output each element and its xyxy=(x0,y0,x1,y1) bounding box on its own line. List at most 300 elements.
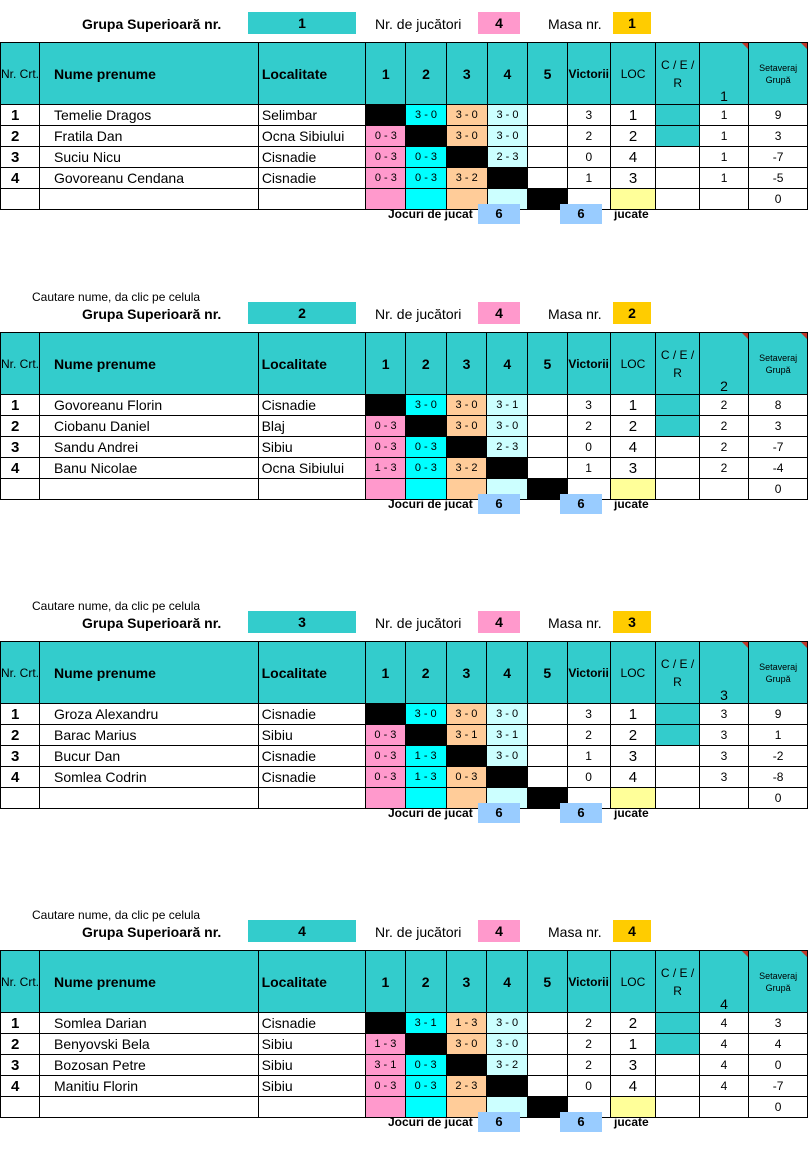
table-number[interactable]: 2 xyxy=(613,302,651,324)
group-number[interactable]: 2 xyxy=(248,302,356,324)
score-cell[interactable]: 0 - 3 xyxy=(446,767,487,788)
player-name[interactable]: Somlea Darian xyxy=(40,1013,259,1034)
header-name: Nume prenume xyxy=(40,43,259,105)
player-localitate: Cisnadie xyxy=(258,704,365,725)
score-cell[interactable]: 3 - 0 xyxy=(487,126,528,147)
score-cell[interactable]: 0 - 3 xyxy=(366,126,406,147)
setaveraj-cell: 0 xyxy=(749,1097,808,1118)
score-cell[interactable]: 2 - 3 xyxy=(487,147,528,168)
score-cell[interactable]: 1 - 3 xyxy=(405,767,446,788)
header-victorii: Victorii xyxy=(567,333,610,395)
player-name[interactable]: Manitiu Florin xyxy=(40,1076,259,1097)
score-cell[interactable] xyxy=(487,458,528,479)
score-cell[interactable] xyxy=(528,1034,568,1055)
group-number-cell: 4 xyxy=(699,1034,748,1055)
group-number-cell: 2 xyxy=(699,437,748,458)
header-col-3: 3 xyxy=(446,642,487,704)
player-name[interactable]: Sandu Andrei xyxy=(40,437,259,458)
player-name[interactable]: Somlea Codrin xyxy=(40,767,259,788)
score-cell[interactable]: 0 - 3 xyxy=(366,416,406,437)
player-localitate: Cisnadie xyxy=(258,395,366,416)
score-cell[interactable]: 3 - 0 xyxy=(446,416,487,437)
score-cell[interactable]: 3 - 0 xyxy=(487,1034,528,1055)
place-cell: 4 xyxy=(610,147,656,168)
games-to-play-label: Jocuri de jucat xyxy=(388,497,473,511)
group-number-cell: 1 xyxy=(699,168,748,189)
place-cell: 2 xyxy=(610,1013,656,1034)
cer-cell[interactable] xyxy=(656,416,699,437)
players-label: Nr. de jucători xyxy=(375,306,462,322)
games-played-label: jucate xyxy=(614,1115,649,1129)
score-cell[interactable] xyxy=(487,767,528,788)
place-cell: 1 xyxy=(610,105,656,126)
header-col-2: 2 xyxy=(405,333,446,395)
score-cell[interactable] xyxy=(446,437,487,458)
header-setaveraj: Setaveraj Grupă xyxy=(749,642,808,704)
group-table xyxy=(0,950,808,1118)
setaveraj-cell: 3 xyxy=(749,416,808,437)
player-localitate: Sibiu xyxy=(258,1076,365,1097)
table-header-row xyxy=(1,333,808,395)
score-cell[interactable]: 3 - 1 xyxy=(487,395,528,416)
header-nr: Nr. Crt. xyxy=(1,333,40,395)
score-cell[interactable] xyxy=(366,395,406,416)
setaveraj-cell: 0 xyxy=(749,1055,808,1076)
setaveraj-cell: -8 xyxy=(749,767,808,788)
victories-cell: 2 xyxy=(567,416,610,437)
table-row xyxy=(1,1076,808,1097)
victories-cell: 0 xyxy=(567,437,610,458)
header-col-2: 2 xyxy=(405,951,446,1013)
group-label: Grupa Superioară nr. xyxy=(82,306,222,322)
cer-cell[interactable] xyxy=(656,395,699,416)
header-col-5: 5 xyxy=(528,43,568,105)
row-number: 4 xyxy=(1,168,40,189)
score-cell[interactable]: 0 - 3 xyxy=(366,746,406,767)
group-number-cell: 1 xyxy=(699,126,748,147)
score-cell[interactable]: 0 - 3 xyxy=(405,437,446,458)
score-cell[interactable]: 3 - 0 xyxy=(487,105,528,126)
score-cell[interactable]: 3 - 0 xyxy=(446,126,487,147)
player-name[interactable]: Barac Marius xyxy=(40,725,259,746)
group-table xyxy=(0,42,808,210)
score-cell[interactable] xyxy=(366,1013,406,1034)
score-cell[interactable]: 0 - 3 xyxy=(406,168,447,189)
setaveraj-cell: 1 xyxy=(749,725,808,746)
score-cell[interactable]: 1 - 3 xyxy=(405,746,446,767)
setaveraj-cell: 8 xyxy=(749,395,808,416)
score-cell[interactable] xyxy=(528,395,568,416)
players-count[interactable]: 4 xyxy=(478,302,520,324)
games-to-play-count: 6 xyxy=(478,204,520,224)
score-cell[interactable]: 3 - 1 xyxy=(405,1013,446,1034)
table-row xyxy=(1,416,808,437)
score-cell[interactable] xyxy=(528,437,568,458)
place-cell: 1 xyxy=(610,1034,656,1055)
score-cell[interactable] xyxy=(528,105,568,126)
score-cell[interactable]: 0 - 3 xyxy=(366,168,406,189)
victories-cell: 0 xyxy=(567,767,610,788)
cer-cell[interactable] xyxy=(656,767,700,788)
score-cell[interactable] xyxy=(446,1055,487,1076)
victories-cell: 2 xyxy=(567,1013,610,1034)
players-label: Nr. de jucători xyxy=(375,16,462,32)
header-col-2: 2 xyxy=(406,43,447,105)
row-number: 3 xyxy=(1,1055,40,1076)
cer-cell[interactable] xyxy=(656,168,699,189)
score-cell[interactable]: 3 - 2 xyxy=(446,458,487,479)
row-number: 4 xyxy=(1,767,40,788)
score-cell[interactable] xyxy=(446,746,487,767)
place-cell: 1 xyxy=(610,395,656,416)
row-number: 4 xyxy=(1,1076,40,1097)
cer-cell[interactable] xyxy=(656,725,700,746)
score-cell[interactable]: 0 - 3 xyxy=(405,1076,446,1097)
setaveraj-cell: 0 xyxy=(749,479,808,500)
search-hint: Cautare nume, da clic pe celula xyxy=(32,599,201,613)
score-cell[interactable]: 3 - 1 xyxy=(487,725,528,746)
score-cell[interactable]: 3 - 0 xyxy=(406,105,447,126)
score-cell[interactable]: 3 - 1 xyxy=(366,1055,406,1076)
victories-cell: 2 xyxy=(567,1034,610,1055)
score-cell[interactable]: 0 - 3 xyxy=(406,147,447,168)
score-cell[interactable] xyxy=(366,105,406,126)
group-number[interactable]: 4 xyxy=(248,920,356,942)
score-cell[interactable]: 0 - 3 xyxy=(366,437,406,458)
group-number-cell: 4 xyxy=(699,1055,748,1076)
row-number: 2 xyxy=(1,416,40,437)
score-cell[interactable]: 3 - 0 xyxy=(405,704,446,725)
header-nr: Nr. Crt. xyxy=(1,43,40,105)
group-section xyxy=(0,599,808,829)
header-cer: C / E / R xyxy=(656,43,699,105)
group-number[interactable]: 1 xyxy=(248,12,356,34)
player-name[interactable]: Bozosan Petre xyxy=(40,1055,259,1076)
score-cell[interactable] xyxy=(528,458,568,479)
cer-cell[interactable] xyxy=(656,126,699,147)
score-cell[interactable]: 3 - 0 xyxy=(487,416,528,437)
group-number-cell: 3 xyxy=(699,767,748,788)
player-localitate: Cisnadie xyxy=(258,746,365,767)
games-to-play-label: Jocuri de jucat xyxy=(388,806,473,820)
players-label: Nr. de jucători xyxy=(375,615,462,631)
score-cell[interactable] xyxy=(528,416,568,437)
score-cell[interactable]: 2 - 3 xyxy=(487,437,528,458)
group-number-cell: 2 xyxy=(699,416,748,437)
header-col-5: 5 xyxy=(528,333,568,395)
table-row xyxy=(1,395,808,416)
setaveraj-cell: 0 xyxy=(749,189,808,210)
header-cer: C / E / R xyxy=(656,951,700,1013)
player-localitate: Ocna Sibiului xyxy=(258,458,366,479)
header-col-4: 4 xyxy=(487,43,528,105)
place-cell: 3 xyxy=(610,1055,656,1076)
score-cell[interactable] xyxy=(405,416,446,437)
score-cell[interactable]: 3 - 0 xyxy=(446,395,487,416)
score-cell[interactable] xyxy=(487,1076,528,1097)
score-cell[interactable]: 3 - 1 xyxy=(446,725,487,746)
header-victorii: Victorii xyxy=(567,642,610,704)
cer-cell[interactable] xyxy=(656,1076,700,1097)
score-cell[interactable] xyxy=(366,704,406,725)
victories-cell: 0 xyxy=(567,1076,610,1097)
table-row xyxy=(1,458,808,479)
players-count[interactable]: 4 xyxy=(478,12,520,34)
player-name[interactable]: Govoreanu Cendana xyxy=(40,168,259,189)
group-number[interactable]: 3 xyxy=(248,611,356,633)
score-cell[interactable]: 3 - 2 xyxy=(487,1055,528,1076)
place-cell: 2 xyxy=(610,126,656,147)
table-number[interactable]: 3 xyxy=(613,611,651,633)
row-number: 1 xyxy=(1,395,40,416)
table-row xyxy=(1,1034,808,1055)
score-cell[interactable]: 0 - 3 xyxy=(366,767,406,788)
header-col-4: 4 xyxy=(487,951,528,1013)
place-cell: 2 xyxy=(610,725,656,746)
group-number-cell: 4 xyxy=(699,1013,748,1034)
victories-cell: 3 xyxy=(567,105,610,126)
score-cell[interactable] xyxy=(528,746,568,767)
score-cell[interactable] xyxy=(487,168,528,189)
games-footer xyxy=(0,204,808,224)
place-cell: 3 xyxy=(610,458,656,479)
games-to-play-label: Jocuri de jucat xyxy=(388,207,473,221)
score-cell[interactable]: 3 - 0 xyxy=(405,395,446,416)
score-cell[interactable]: 3 - 0 xyxy=(446,704,487,725)
cer-cell[interactable] xyxy=(656,147,699,168)
player-localitate: Sibiu xyxy=(258,1055,365,1076)
row-number: 4 xyxy=(1,458,40,479)
table-row xyxy=(1,126,808,147)
header-victorii: Victorii xyxy=(567,43,610,105)
header-cer: C / E / R xyxy=(656,333,699,395)
victories-cell: 2 xyxy=(567,1055,610,1076)
header-loc: LOC xyxy=(610,333,656,395)
games-to-play-count: 6 xyxy=(478,803,520,823)
player-name[interactable]: Fratila Dan xyxy=(40,126,259,147)
score-cell[interactable] xyxy=(528,725,568,746)
cer-cell[interactable] xyxy=(656,1013,700,1034)
group-number-cell: 1 xyxy=(699,105,748,126)
group-section xyxy=(0,908,808,1138)
setaveraj-cell: -7 xyxy=(749,437,808,458)
score-cell[interactable]: 3 - 0 xyxy=(487,704,528,725)
player-name[interactable]: Govoreanu Florin xyxy=(40,395,259,416)
place-cell: 1 xyxy=(610,704,656,725)
row-number: 2 xyxy=(1,725,40,746)
player-localitate: Cisnadie xyxy=(258,767,365,788)
row-number: 2 xyxy=(1,1034,40,1055)
player-name[interactable]: Temelie Dragos xyxy=(40,105,259,126)
score-cell[interactable]: 0 - 3 xyxy=(366,725,406,746)
header-col-1: 1 xyxy=(366,951,406,1013)
place-cell: 4 xyxy=(610,437,656,458)
table-row xyxy=(1,704,808,725)
group-section xyxy=(0,0,808,230)
games-played-label: jucate xyxy=(614,497,649,511)
games-footer xyxy=(0,494,808,514)
score-cell[interactable]: 3 - 0 xyxy=(446,105,487,126)
header-col-5: 5 xyxy=(528,642,568,704)
table-label: Masa nr. xyxy=(548,306,602,322)
header-setaveraj: Setaveraj Grupă xyxy=(749,951,808,1013)
table-header-row xyxy=(1,951,808,1013)
victories-cell: 0 xyxy=(567,147,610,168)
score-cell[interactable] xyxy=(528,168,568,189)
score-cell[interactable] xyxy=(405,725,446,746)
cer-cell[interactable] xyxy=(656,105,699,126)
table-row xyxy=(1,147,808,168)
table-header-row xyxy=(1,43,808,105)
group-label: Grupa Superioară nr. xyxy=(82,615,222,631)
player-name[interactable]: Banu Nicolae xyxy=(40,458,259,479)
row-number: 3 xyxy=(1,437,40,458)
header-group-number: 3 xyxy=(699,642,748,704)
header-col-3: 3 xyxy=(446,43,487,105)
setaveraj-cell: -4 xyxy=(749,458,808,479)
header-loc: LOC xyxy=(610,951,656,1013)
setaveraj-cell: 0 xyxy=(749,788,808,809)
place-cell: 3 xyxy=(610,746,656,767)
score-cell[interactable] xyxy=(528,1055,568,1076)
group-number-cell: 3 xyxy=(699,746,748,767)
search-hint: Cautare nume, da clic pe celula xyxy=(32,290,201,304)
games-to-play-count: 6 xyxy=(478,1112,520,1132)
games-played-count: 6 xyxy=(560,204,602,224)
score-cell[interactable] xyxy=(528,1076,568,1097)
player-localitate: Cisnadie xyxy=(258,168,366,189)
header-col-2: 2 xyxy=(405,642,446,704)
table-row xyxy=(1,767,808,788)
group-number-cell: 3 xyxy=(699,725,748,746)
header-loc: LOC xyxy=(610,642,656,704)
row-number: 1 xyxy=(1,105,40,126)
score-cell[interactable]: 1 - 3 xyxy=(366,1034,406,1055)
player-localitate: Sibiu xyxy=(258,437,366,458)
cer-cell[interactable] xyxy=(656,704,700,725)
header-cer: C / E / R xyxy=(656,642,700,704)
table-label: Masa nr. xyxy=(548,615,602,631)
players-count[interactable]: 4 xyxy=(478,920,520,942)
player-name[interactable]: Suciu Nicu xyxy=(40,147,259,168)
victories-cell: 3 xyxy=(567,395,610,416)
score-cell[interactable] xyxy=(446,147,487,168)
player-name[interactable]: Groza Alexandru xyxy=(40,704,259,725)
setaveraj-cell: 9 xyxy=(749,105,808,126)
setaveraj-cell: -2 xyxy=(749,746,808,767)
player-name[interactable]: Bucur Dan xyxy=(40,746,259,767)
setaveraj-cell: 4 xyxy=(749,1034,808,1055)
score-cell[interactable] xyxy=(405,1034,446,1055)
header-loc: LOC xyxy=(610,43,656,105)
header-name: Nume prenume xyxy=(40,642,259,704)
group-number-cell: 4 xyxy=(699,1076,748,1097)
search-hint: Cautare nume, da clic pe celula xyxy=(32,908,201,922)
score-cell[interactable]: 3 - 2 xyxy=(446,168,487,189)
score-cell[interactable]: 1 - 3 xyxy=(446,1013,487,1034)
place-cell: 4 xyxy=(610,767,656,788)
table-row xyxy=(1,1055,808,1076)
score-cell[interactable] xyxy=(406,126,447,147)
table-row xyxy=(1,105,808,126)
table-row xyxy=(1,746,808,767)
header-name: Nume prenume xyxy=(40,333,259,395)
group-table xyxy=(0,332,808,500)
score-cell[interactable]: 0 - 3 xyxy=(366,147,406,168)
row-number: 2 xyxy=(1,126,40,147)
header-nr: Nr. Crt. xyxy=(1,642,40,704)
score-cell[interactable]: 1 - 3 xyxy=(366,458,406,479)
group-header xyxy=(0,302,808,324)
cer-cell[interactable] xyxy=(656,1034,700,1055)
players-count[interactable]: 4 xyxy=(478,611,520,633)
score-cell[interactable] xyxy=(528,767,568,788)
score-cell[interactable]: 3 - 0 xyxy=(487,746,528,767)
table-number[interactable]: 1 xyxy=(613,12,651,34)
players-label: Nr. de jucători xyxy=(375,924,462,940)
victories-cell: 1 xyxy=(567,458,610,479)
setaveraj-cell: -7 xyxy=(749,1076,808,1097)
score-cell[interactable]: 0 - 3 xyxy=(366,1076,406,1097)
header-col-1: 1 xyxy=(366,333,406,395)
cer-cell[interactable] xyxy=(656,1055,700,1076)
player-localitate: Sibiu xyxy=(258,725,365,746)
place-cell: 3 xyxy=(610,168,656,189)
player-localitate: Blaj xyxy=(258,416,366,437)
group-header xyxy=(0,920,808,942)
group-number-cell: 1 xyxy=(699,147,748,168)
score-cell[interactable]: 0 - 3 xyxy=(405,458,446,479)
games-to-play-label: Jocuri de jucat xyxy=(388,1115,473,1129)
games-footer xyxy=(0,803,808,823)
header-localitate: Localitate xyxy=(258,642,365,704)
table-number[interactable]: 4 xyxy=(613,920,651,942)
header-col-5: 5 xyxy=(528,951,568,1013)
cer-cell[interactable] xyxy=(656,746,700,767)
score-cell[interactable] xyxy=(528,1013,568,1034)
victories-cell: 1 xyxy=(567,746,610,767)
setaveraj-cell: -7 xyxy=(749,147,808,168)
header-group-number: 1 xyxy=(699,43,748,105)
score-cell[interactable]: 2 - 3 xyxy=(446,1076,487,1097)
games-to-play-count: 6 xyxy=(478,494,520,514)
victories-cell: 1 xyxy=(567,168,610,189)
header-col-4: 4 xyxy=(487,333,528,395)
row-number: 1 xyxy=(1,704,40,725)
table-row xyxy=(1,1013,808,1034)
player-localitate: Cisnadie xyxy=(258,147,366,168)
group-header xyxy=(0,12,808,34)
score-cell[interactable] xyxy=(528,704,568,725)
player-name[interactable]: Ciobanu Daniel xyxy=(40,416,259,437)
score-cell[interactable] xyxy=(528,126,568,147)
cer-cell[interactable] xyxy=(656,458,699,479)
player-name[interactable]: Benyovski Bela xyxy=(40,1034,259,1055)
group-label: Grupa Superioară nr. xyxy=(82,924,222,940)
cer-cell[interactable] xyxy=(656,437,699,458)
score-cell[interactable] xyxy=(528,147,568,168)
victories-cell: 2 xyxy=(567,725,610,746)
header-col-4: 4 xyxy=(487,642,528,704)
group-number-cell: 2 xyxy=(699,395,748,416)
table-label: Masa nr. xyxy=(548,16,602,32)
games-played-label: jucate xyxy=(614,806,649,820)
header-col-1: 1 xyxy=(366,43,406,105)
score-cell[interactable]: 3 - 0 xyxy=(487,1013,528,1034)
score-cell[interactable]: 3 - 0 xyxy=(446,1034,487,1055)
group-section xyxy=(0,290,808,520)
score-cell[interactable]: 0 - 3 xyxy=(405,1055,446,1076)
